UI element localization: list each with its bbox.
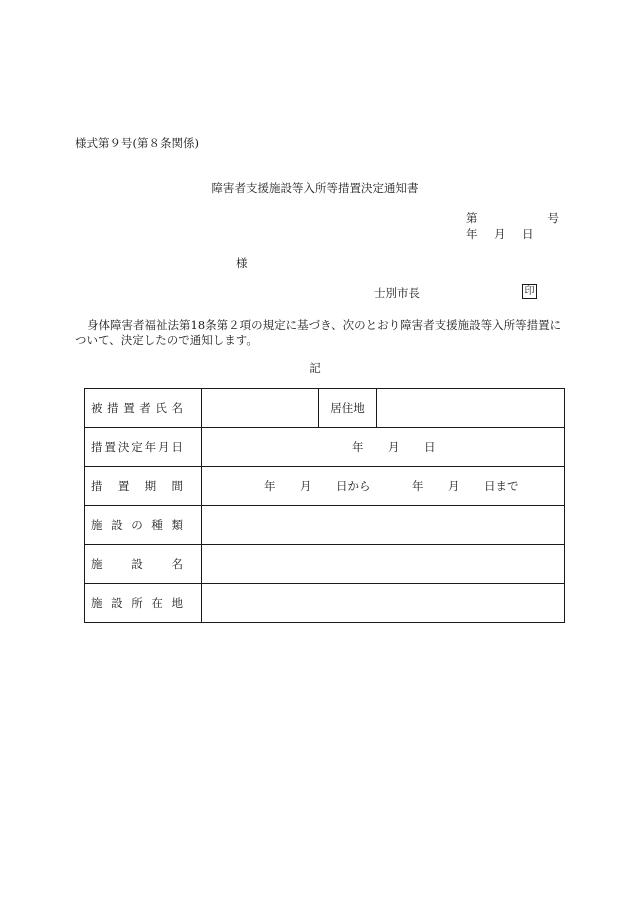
- period-cell: [202, 467, 565, 506]
- name-value-cell: [202, 389, 319, 428]
- row-label-facility-address: [85, 584, 202, 623]
- to-month: 月: [448, 479, 460, 493]
- issue-date-day: 日: [522, 227, 534, 241]
- ki-heading: 記: [309, 361, 321, 375]
- facility-address-cell: [202, 584, 565, 623]
- residence-label-cell: 居住地: [319, 389, 377, 428]
- decision-day: 日: [424, 440, 436, 454]
- decision-year: 年: [352, 440, 364, 454]
- issue-date-month: 月: [494, 227, 506, 241]
- to-year: 年: [412, 479, 424, 493]
- form-number: 様式第９号(第８条関係): [75, 136, 199, 150]
- table-row: [85, 584, 565, 623]
- issue-number-prefix: 第: [466, 211, 478, 225]
- issuer-name: 士別市長: [374, 286, 420, 300]
- issue-number: [466, 211, 559, 225]
- row-label-name: [85, 389, 202, 428]
- from-year: 年: [264, 479, 276, 493]
- table-row: [85, 506, 565, 545]
- facility-type-cell: [202, 506, 565, 545]
- document-title: 障害者支援施設等入所等措置決定通知書: [211, 181, 419, 195]
- to-day: 日まで: [484, 479, 519, 493]
- seal-mark: 印: [522, 284, 537, 299]
- label-text: 被 措 置 者 氏 名: [91, 401, 183, 415]
- facility-name-cell: [202, 545, 565, 584]
- decision-date-cell: [202, 428, 565, 467]
- label-text: 施 設 所 在 地: [91, 596, 183, 610]
- row-label-decision-date: [85, 428, 202, 467]
- table-row: [85, 467, 565, 506]
- table-row: [85, 428, 565, 467]
- residence-value-cell: [377, 389, 565, 428]
- body-text: 身体障害者福祉法第18条第２項の規定に基づき、次のとおり障害者支援施設等入所等措置について、決定したので通知します。: [75, 318, 562, 347]
- label-text: 措 置 期 間: [91, 479, 183, 493]
- label-text: 施 設 の 種 類: [91, 518, 183, 532]
- decision-month: 月: [388, 440, 400, 454]
- addressee-suffix: 様: [236, 256, 248, 270]
- from-month: 月: [300, 479, 312, 493]
- issue-number-suffix: 号: [547, 211, 559, 225]
- row-label-facility-type: [85, 506, 202, 545]
- issue-date-year: 年: [466, 227, 478, 241]
- issue-date: [466, 227, 534, 241]
- label-text: 措 置 決 定 年 月 日: [91, 440, 183, 454]
- from-day: 日から: [336, 479, 371, 493]
- table-row: [85, 389, 565, 428]
- label-text: 施 設 名: [91, 557, 183, 571]
- row-label-facility-name: [85, 545, 202, 584]
- row-label-period: [85, 467, 202, 506]
- table-row: [85, 545, 565, 584]
- measure-table: [84, 388, 565, 623]
- row-label-text: [91, 400, 195, 416]
